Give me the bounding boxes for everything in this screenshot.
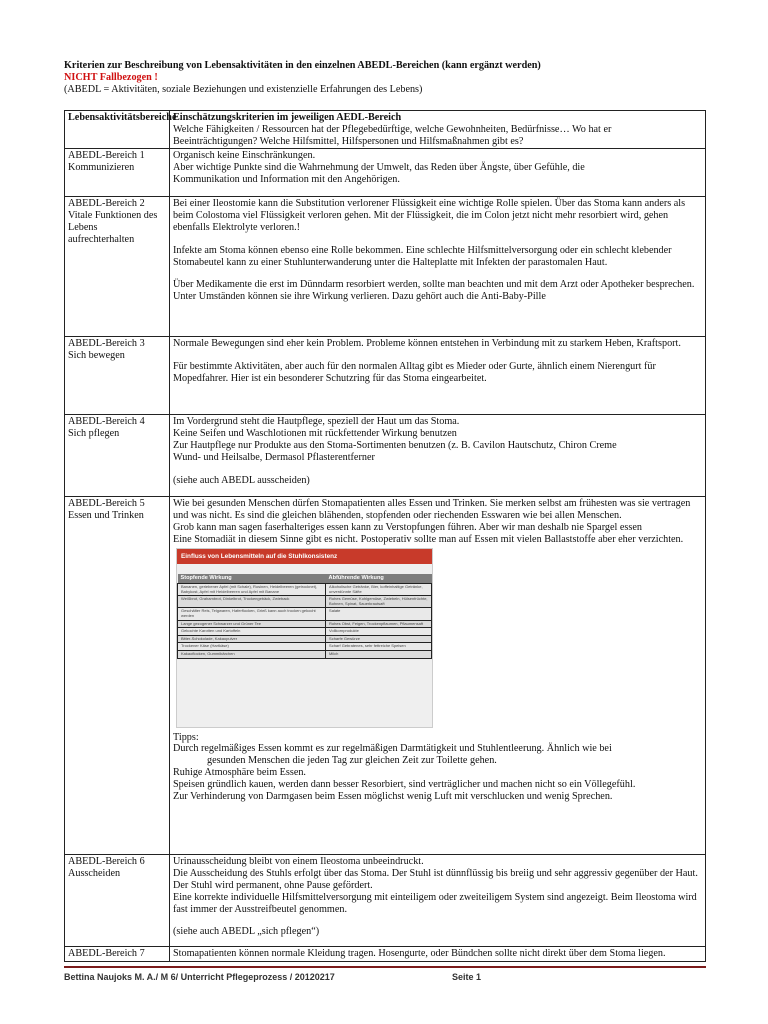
cross-reference: (siehe auch ABEDL ausscheiden) (173, 474, 310, 486)
row-content (170, 337, 706, 415)
row-label (65, 497, 170, 855)
tip-line: Durch regelmäßiges Essen kommt es zur regelmäßigen Darmtätigkeit und Stuhlentleerung. Ähnlich wie bei (173, 743, 612, 755)
table-row (65, 149, 706, 197)
paragraph: Grob kann man sagen faserhalteriges essen kann zu Verstopfungen führen. Aber wir man deshalb nie Spargel essen (173, 521, 642, 533)
text-line: Organisch keine Einschränkungen. (173, 150, 316, 162)
image-cell: Bananen, geriebener Apfel (mit Schale), Rosinen, Heidelbeeren (getrocknet), Babykost, Apfel mit Heidelbeeren und Apfel mit Banane (178, 583, 326, 595)
table-header-row (65, 111, 706, 149)
image-cell: Milch (326, 650, 432, 658)
page-footer (64, 972, 706, 982)
row-label-name: Essen und Trinken (68, 510, 144, 522)
row-label-name: Vitale Funktionen des Lebens aufrechterhalten (68, 210, 158, 245)
row-content (170, 149, 706, 197)
abedl-table (64, 110, 706, 962)
image-cell: Geschälter Reis, Teigwaren, Haferflocken, Grieß kann auch trocken gekocht werden (178, 608, 326, 620)
paragraph: Urinausscheidung bleibt von einem Ileostoma unbeeindruckt. (173, 856, 424, 868)
tip-line: gesunden Menschen die jeden Tag zur gleichen Zeit zur Toilette gehen. (207, 755, 497, 767)
row-label (65, 149, 170, 197)
image-cell: Alkoholische Getränke, Bier, koffeinhaltige Getränke, unverdünnte Säfte (326, 583, 432, 595)
text-line: Stomapatienten können normale Kleidung tragen. Hosengurte, oder Bündchen sollte nicht direkt über dem Stoma liegen. (173, 948, 666, 960)
row-label-title: ABEDL-Bereich 7 (68, 948, 145, 960)
text-line: Keine Seifen und Waschlotionen mit rückfettender Wirkung benutzen (173, 428, 457, 440)
image-cell: Salate (326, 608, 432, 620)
row-label-name: Kommunizieren (68, 162, 135, 174)
tip-line: Ruhige Atmosphäre beim Essen. (173, 766, 306, 778)
paragraph: Die Ausscheidung des Stuhls erfolgt über das Stoma. Der Stuhl ist dünnflüssig bis breiig und sehr aggressiv gegenüber der Haut. (173, 868, 698, 880)
footer-author: Bettina Naujoks M. A./ M 6/ Unterricht Pflegeprozess / 20120217 (64, 972, 335, 982)
red-note: NICHT Fallbezogen ! (64, 72, 158, 83)
row-label (65, 197, 170, 337)
image-cell: Gekochte Karotten und Kartoffeln (178, 628, 326, 636)
image-title: Einfluss von Lebensmitteln auf die Stuhlkonsistenz (177, 549, 432, 565)
footer-rule (64, 966, 706, 968)
paragraph: Eine korrekte individuelle Hilfsmittelversorgung mit einteiligem oder zweiteiligem System sind angezeigt. Beim Ileostoma wird fast immer der Ausstreifbeutel genommen. (173, 891, 697, 915)
image-col-stopfend: Stopfende Wirkung (178, 574, 326, 583)
row-content (170, 947, 706, 962)
image-cell: Rohes Obst, Feigen, Trockenpflaumen, Pflaumensaft (326, 620, 432, 628)
page-header (64, 60, 714, 96)
header-col2-line2: Beeinträchtigungen? Welche Hilfsmittel, Hilfspersonen und Hilfsmaßnahmen gibt es? (173, 135, 524, 147)
image-cell: Trockener Käse (Hartkäse) (178, 643, 326, 651)
text-line: Wund- und Heilsalbe, Dermasol Pflasterentferner (173, 451, 375, 463)
image-cell: Weißbrot, Grahambrot, Dinkelbrot, Trockengebäck, Zwieback (178, 596, 326, 608)
header-col1: Lebensaktivitätsbereiche (65, 111, 170, 149)
row-label-name: Ausscheiden (68, 868, 121, 880)
paragraph: Eine Stomadiät in diesem Sinne gibt es nicht. Postoperativ sollte man auf Essen mit vielen Ballaststoffe aber eher verzichten. (173, 533, 684, 545)
row-label-name: Sich pflegen (68, 428, 120, 440)
image-cell: Vollkornprodukte (326, 628, 432, 636)
abedl-definition: (ABEDL = Aktivitäten, soziale Beziehungen und existenzielle Erfahrungen des Lebens) (64, 84, 423, 95)
row-content (170, 855, 706, 947)
row-content (170, 415, 706, 497)
paragraph: Normale Bewegungen sind eher kein Problem. Probleme können entstehen in Verbindung mit zu starkem Heben, Kraftsport. (173, 338, 681, 350)
table-row (65, 855, 706, 947)
cross-reference: (siehe auch ABEDL „sich pflegen“) (173, 926, 320, 938)
table-row (65, 197, 706, 337)
image-col-abfuehrend: Abführende Wirkung (326, 574, 432, 583)
image-cell: Scharf Gebratenes, sehr fettreiche Speisen (326, 643, 432, 651)
header-col2-line1: Welche Fähigkeiten / Ressourcen hat der Pflegebedürftige, welche Gewohnheiten, Bedürfnisse… Wo hat er (173, 123, 612, 135)
paragraph: Bei einer Ileostomie kann die Substitution verlorener Flüssigkeit eine wichtige Rolle spielen. Über das Stoma kann anders als beim Colostoma viel Flüssigkeit verloren gehen. Mit der Flüssigkeit, die im Colon jetzt nicht mehr resorbiert wird, gehen ebenfalls Elektrolyte verloren.! (173, 198, 686, 233)
row-label-title: ABEDL-Bereich 2 (68, 198, 145, 210)
table-row (65, 497, 706, 855)
image-cell: Lange gezogener Schwarzer und Grüner Tee (178, 620, 326, 628)
row-label-title: ABEDL-Bereich 6 (68, 856, 145, 868)
paragraph: Infekte am Stoma können ebenso eine Rolle bekommen. Eine schlechte Hilfsmittelversorgung oder ein schlecht klebender Stomabeutel kann zu einer Stuhlunterwanderung unter die Halteplatte mit Infekten der parastomalen Haut. (173, 244, 672, 268)
food-effect-image (176, 548, 433, 728)
row-label (65, 855, 170, 947)
text-line: Im Vordergrund steht die Hautpflege, speziell der Haut um das Stoma. (173, 416, 460, 428)
paragraph: Über Medikamente die erst im Dünndarm resorbiert werden, sollte man beachten und mit dem Arzt oder Apotheker besprechen. Unter Umständen können sie ihre Wirkung verlieren. Dazu gehört auch die Anti-Baby-Pille (173, 279, 695, 303)
row-label (65, 947, 170, 962)
row-label-title: ABEDL-Bereich 5 (68, 498, 145, 510)
row-label-title: ABEDL-Bereich 4 (68, 416, 145, 428)
image-cell: Bitter-Schokolade, Kakaopulver (178, 635, 326, 643)
text-line: Aber wichtige Punkte sind die Wahrnehmung der Umwelt, das Reden über Ängste, über Gefühle, die (173, 162, 585, 174)
tip-line: Speisen gründlich kauen, werden dann besser Resorbiert, sind verträglicher und machen nicht so ein Völlegefühl. (173, 778, 636, 790)
row-label-name: Sich bewegen (68, 350, 125, 362)
header-col2 (170, 111, 706, 149)
image-cell: Scharfe Gewürze (326, 635, 432, 643)
table-row (65, 415, 706, 497)
page-number: Seite 1 (452, 972, 482, 982)
image-table (177, 574, 432, 658)
table-row (65, 947, 706, 962)
paragraph: Wie bei gesunden Menschen dürfen Stomapatienten alles Essen und Trinken. Sie merken selbst am frühesten was sie vertragen und was nicht. Es sind die gleichen blähenden, stopfenden oder riechenden Esswaren wie bei allen Menschen. (173, 498, 691, 522)
row-content (170, 497, 706, 855)
row-label (65, 337, 170, 415)
table-row (65, 337, 706, 415)
tip-line: Zur Verhinderung von Darmgasen beim Essen möglichst wenig Luft mit verschlucken und wenig Sprechen. (173, 790, 613, 802)
image-cell: Rohes Gemüse, Kohlgemüse, Zwiebeln, Hülsenfrüchte, Bohnen, Spinat, Sauerkrautsaft (326, 596, 432, 608)
paragraph: Der Stuhl wird permanent, ohne Pause gefördert. (173, 879, 373, 891)
tips-title: Tipps: (173, 731, 199, 743)
image-cell: Kakaoflocken, Gummibärchen (178, 650, 326, 658)
text-line: Kommunikation und Information mit den Angehörigen. (173, 173, 400, 185)
document-title: Kriterien zur Beschreibung von Lebensaktivitäten in den einzelnen ABEDL-Bereichen (kann ergänzt werden) (64, 60, 541, 71)
row-label-title: ABEDL-Bereich 1 (68, 150, 145, 162)
paragraph: Für bestimmte Aktivitäten, aber auch für den normalen Alltag gibt es Mieder oder Gurte, ähnlich einem Nierengurt für Mopedfahrer. Hier ist ein besonderer Schutzring für das Stoma eingearbeitet. (173, 361, 656, 384)
row-content (170, 197, 706, 337)
row-label-title: ABEDL-Bereich 3 (68, 338, 145, 350)
header-col2-title: Einschätzungskriterien im jeweiligen AEDL-Bereich (173, 112, 402, 123)
text-line: Zur Hautpflege nur Produkte aus den Stoma-Sortimenten benutzen (z. B. Cavilon Hautschutz, Chiron Creme (173, 439, 617, 451)
row-label (65, 415, 170, 497)
